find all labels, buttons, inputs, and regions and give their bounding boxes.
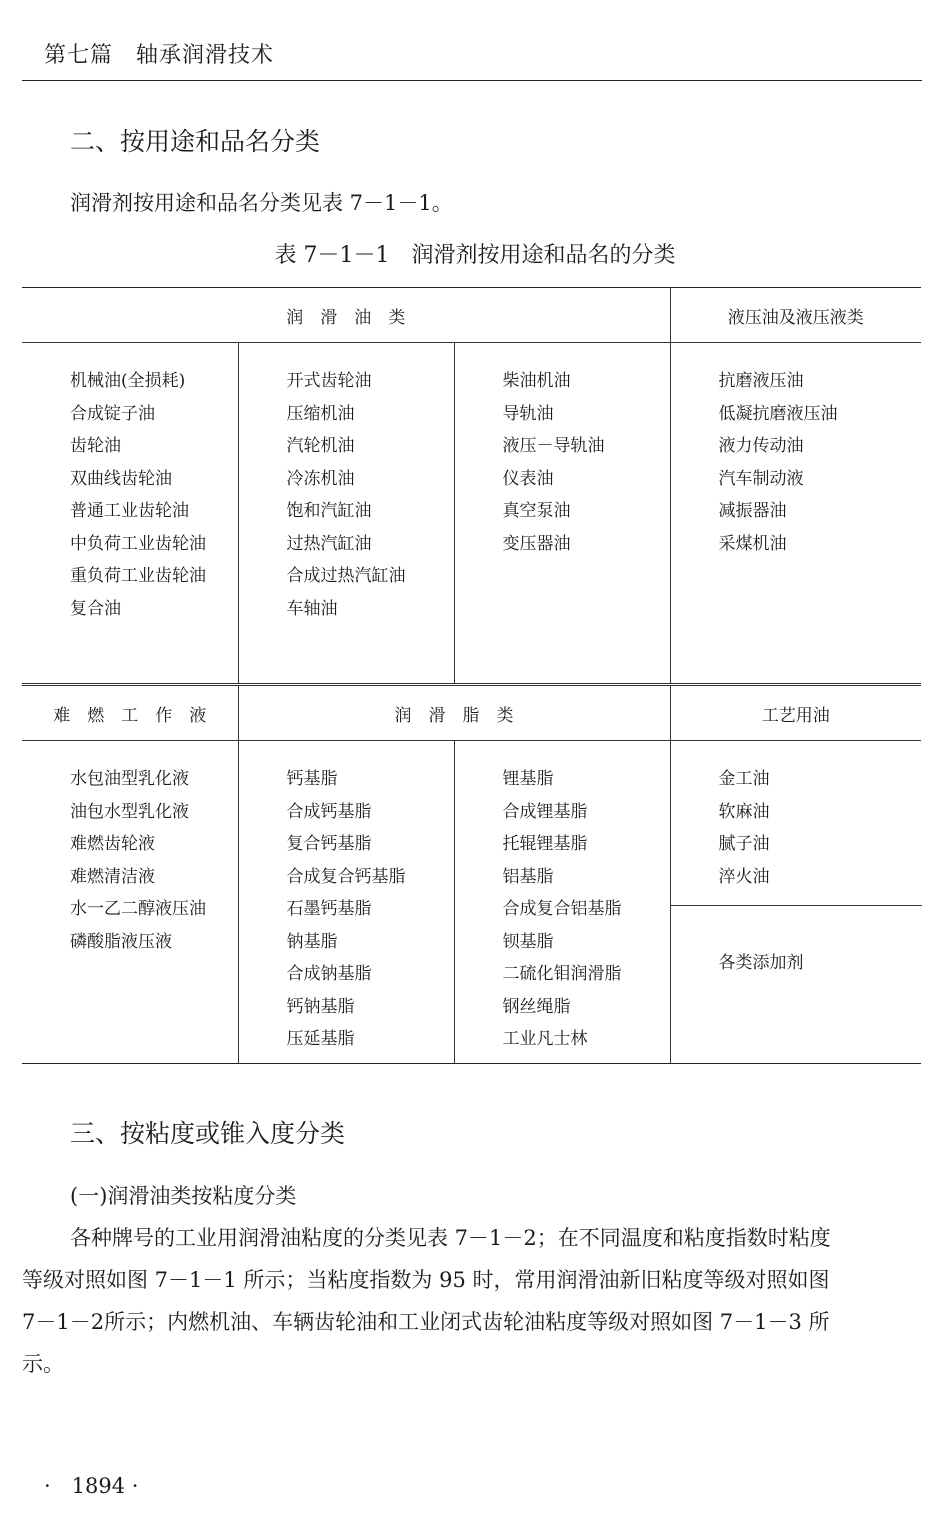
- hydraulic-col: [670, 343, 921, 685]
- list-item: 低凝抗磨液压油: [718, 403, 838, 424]
- list-item: 普通工业齿轮油: [70, 501, 189, 521]
- list-item: 车轴油: [286, 598, 338, 619]
- section-3-heading: 三、按粘度或锥入度分类: [70, 1119, 346, 1148]
- list-item: 淬火油: [718, 866, 770, 887]
- list-item: 复合油: [70, 598, 121, 619]
- list-item: 钙基脂: [286, 769, 338, 789]
- list-item: 钡基脂: [502, 931, 554, 952]
- list-item: 复合钙基脂: [286, 834, 372, 854]
- section-2-heading: 二、按用途和品名分类: [70, 127, 321, 156]
- header-process-oils: 工艺用油: [670, 685, 921, 741]
- body-line-3: 7－1－2所示；内燃机油、车辆齿轮油和工业闭式齿轮油粘度等级对照如图 7－1－3 所: [22, 1310, 830, 1334]
- list-item: 难燃清洁液: [70, 866, 155, 887]
- list-item: 导轨油: [502, 403, 554, 424]
- list-item: 钢丝绳脂: [502, 996, 571, 1017]
- list-item: 石墨钙基脂: [286, 899, 372, 919]
- list-item: 合成锭子油: [70, 403, 155, 424]
- list-item: 采煤机油: [718, 533, 787, 554]
- list-item: 锂基脂: [502, 769, 554, 789]
- list-item: 真空泵油: [502, 501, 571, 521]
- list-item: 饱和汽缸油: [286, 501, 372, 521]
- list-item: 二硫化钼润滑脂: [502, 964, 622, 984]
- lube-oils-col-2: [238, 343, 454, 685]
- greases-col-2: [454, 741, 670, 1064]
- fire-resistant-col: [22, 741, 238, 1064]
- list-item: 冷冻机油: [286, 468, 355, 489]
- list-item: 齿轮油: [70, 436, 121, 456]
- header-fire-resistant: 难 燃 工 作 液: [22, 685, 238, 741]
- list-item: 液压－导轨油: [502, 436, 605, 456]
- list-item: 磷酸脂液压液: [70, 931, 172, 952]
- list-item: 合成锂基脂: [502, 801, 588, 822]
- list-item: 难燃齿轮液: [70, 834, 155, 854]
- body-line-4: 示。: [22, 1352, 64, 1376]
- section-3-subheading: (一)润滑油类按粘度分类: [70, 1184, 297, 1208]
- list-item: 腻子油: [718, 834, 770, 854]
- list-item: 托辊锂基脂: [502, 834, 588, 854]
- list-item: 钠基脂: [286, 931, 338, 952]
- running-head: 第七篇 轴承润滑技术: [44, 43, 275, 68]
- table-body-row-top: [22, 343, 921, 685]
- list-item: 抗磨液压油: [718, 371, 804, 391]
- list-item: 变压器油: [502, 533, 571, 554]
- list-item: 仪表油: [502, 468, 554, 489]
- header-greases: 润 滑 脂 类: [238, 685, 670, 741]
- list-item: 工业凡士林: [502, 1029, 588, 1049]
- lube-oils-col-3: [454, 343, 670, 685]
- list-item: 钙钠基脂: [286, 996, 355, 1017]
- list-item: 液力传动油: [718, 436, 804, 456]
- list-item: 金工油: [718, 769, 770, 789]
- table-header-row-bottom: [22, 685, 921, 741]
- list-item: 合成复合铝基脂: [502, 899, 622, 919]
- list-item: 合成复合钙基脂: [286, 866, 406, 887]
- list-item: 双曲线齿轮油: [70, 468, 172, 489]
- table-caption: 表 7－1－1 润滑剂按用途和品名的分类: [274, 243, 676, 268]
- additives-label: 各类添加剂: [718, 952, 804, 973]
- list-item: 压缩机油: [286, 403, 355, 424]
- lube-oils-col-1: [22, 343, 238, 685]
- list-item: 重负荷工业齿轮油: [70, 566, 206, 586]
- header-rule: [22, 80, 922, 81]
- list-item: 汽车制动液: [718, 468, 804, 489]
- greases-col-1: [238, 741, 454, 1064]
- list-item: 软麻油: [718, 801, 770, 822]
- list-item: 水包油型乳化液: [70, 769, 189, 789]
- body-line-1: 各种牌号的工业用润滑油粘度的分类见表 7－1－2；在不同温度和粘度指数时粘度: [70, 1226, 831, 1250]
- list-item: 合成钙基脂: [286, 801, 372, 822]
- body-line-2: 等级对照如图 7－1－1 所示；当粘度指数为 95 时，常用润滑油新旧粘度等级对照如图: [22, 1268, 830, 1292]
- list-item: 柴油机油: [502, 371, 571, 391]
- list-item: 合成过热汽缸油: [286, 566, 406, 586]
- table-body-row-bottom: [22, 741, 921, 1064]
- list-item: 压延基脂: [286, 1029, 355, 1049]
- process-oils-col: [670, 741, 921, 1064]
- table-header-row-top: [22, 288, 921, 343]
- list-item: 开式齿轮油: [286, 371, 372, 391]
- header-hydraulic: 液压油及液压液类: [670, 288, 921, 343]
- list-item: 汽轮机油: [286, 436, 355, 456]
- page-number: · 1894 ·: [44, 1474, 139, 1498]
- list-item: 过热汽缸油: [286, 533, 372, 554]
- list-item: 减振器油: [718, 501, 787, 521]
- header-lube-oils: 润 滑 油 类: [22, 288, 670, 343]
- list-item: 油包水型乳化液: [70, 801, 189, 822]
- list-item: 机械油(全损耗): [70, 371, 186, 391]
- list-item: 铝基脂: [502, 866, 554, 887]
- section-2-intro: 润滑剂按用途和品名分类见表 7－1－1。: [70, 191, 453, 215]
- classification-table: [22, 287, 921, 1064]
- list-item: 水一乙二醇液压油: [70, 899, 206, 919]
- process-oils-divider: [671, 905, 922, 939]
- list-item: 中负荷工业齿轮油: [70, 533, 206, 554]
- list-item: 合成钠基脂: [286, 964, 372, 984]
